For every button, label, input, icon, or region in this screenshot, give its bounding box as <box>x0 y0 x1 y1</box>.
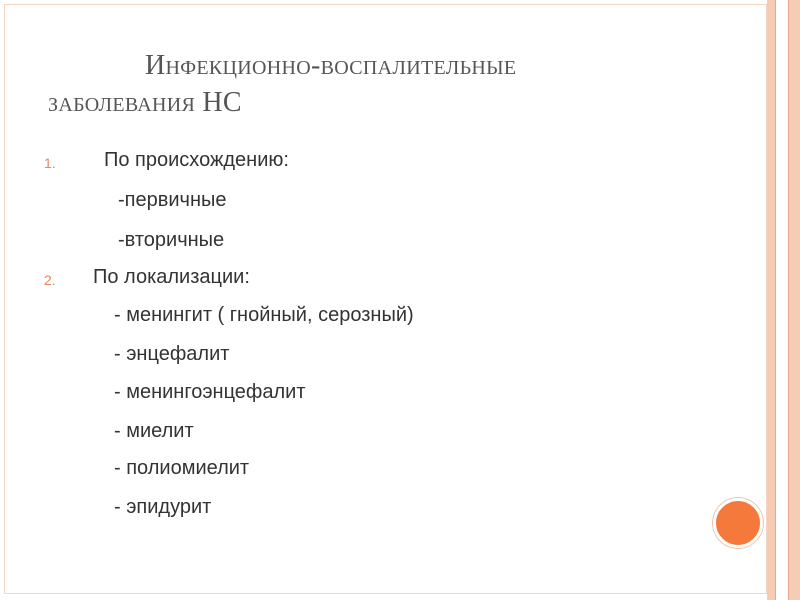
list-number-1: 1. <box>44 155 56 171</box>
list-item: - энцефалит <box>114 343 230 365</box>
list-item: -первичные <box>118 189 227 211</box>
list-item: -вторичные <box>118 229 225 251</box>
slide-title-line-2: заболевания НС <box>48 87 242 118</box>
list-number-2: 2. <box>44 272 56 288</box>
list-item: - полиомиелит <box>114 457 250 479</box>
list-item: - миелит <box>114 420 194 442</box>
list-item: - эпидурит <box>114 496 212 518</box>
slide-title-line-1: Инфекционно-воспалительные <box>145 50 517 81</box>
list-item: - менингит ( гнойный, серозный) <box>114 304 414 326</box>
section-heading-localization: По локализации: <box>93 266 250 288</box>
section-heading-origin: По происхождению: <box>104 149 289 171</box>
list-item: - менингоэнцефалит <box>114 381 306 403</box>
right-border-stripe <box>775 0 789 600</box>
right-decorative-border <box>767 0 800 600</box>
orange-circle-icon <box>713 498 763 548</box>
